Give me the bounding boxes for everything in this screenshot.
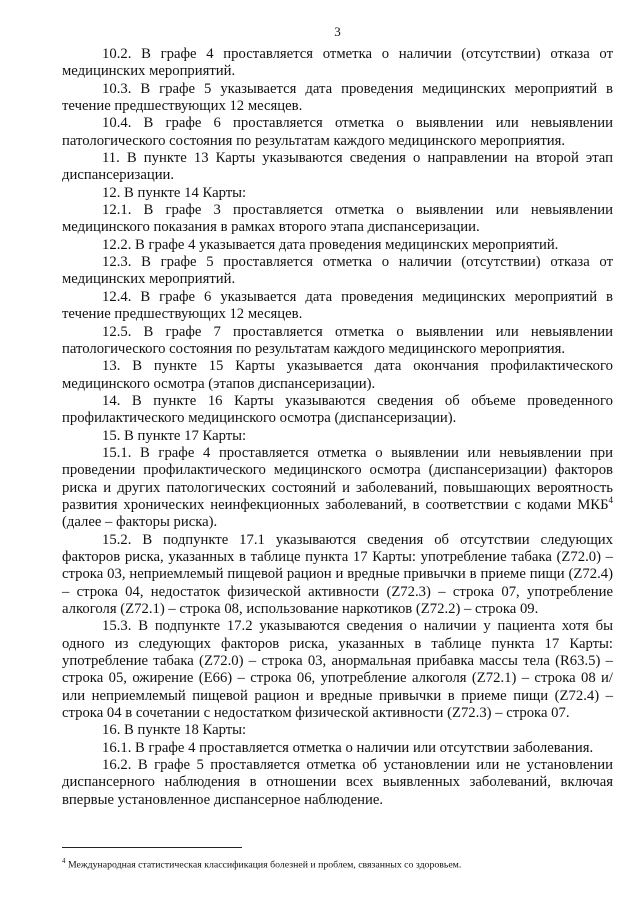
paragraph-14: 14. В пункте 16 Карты указываются сведения об объеме проведенного профилактического медицинского осмотра (диспансеризации). (62, 392, 613, 427)
paragraph-12-2: 12.2. В графе 4 указывается дата проведения медицинских мероприятий. (102, 236, 559, 253)
body-text (62, 46, 613, 809)
footnote-marker: 4 (62, 857, 66, 865)
footnote-text: Международная статистическая классификация болезней и проблем, связанных со здоровьем. (65, 859, 462, 871)
paragraph-16-2: 16.2. В графе 5 проставляется отметка об установлении или не установлении диспансерного наблюдения в отношении всех выявленных заболеваний, включая впервые установленное диспансерное наблюдение. (62, 757, 613, 808)
paragraph-15-1 (62, 445, 613, 532)
paragraph-12: 12. В пункте 14 Карты: (102, 184, 247, 201)
footnote (62, 855, 613, 871)
paragraph-15-1-tail: (далее – факторы риска). (62, 514, 218, 531)
paragraph-16: 16. В пункте 18 Карты: (102, 722, 247, 739)
paragraph-15-1-text: 15.1. В графе 4 проставляется отметка о выявлении или невыявлении при проведении профилактического медицинского осмотра (диспансеризации) факторов риска и других патологических состояний и заболеваний, повышающих вероятность развития хронических неинфекционных заболеваний, в соответствии с кодами МКБ (62, 444, 613, 513)
paragraph-16-1: 16.1. В графе 4 проставляется отметка о наличии или отсутствии заболевания. (102, 739, 594, 756)
paragraph-10-2: 10.2. В графе 4 проставляется отметка о наличии (отсутствии) отказа от медицинских мероприятий. (62, 46, 613, 80)
paragraph-15-2: 15.2. В подпункте 17.1 указываются сведения об отсутствии следующих факторов риска, указанных в таблице пункта 17 Карты: употребление табака (Z72.0) – строка 03, неприемлемый пищевой рацион и вредные привычки в приеме пищи (Z72.4) – строка 04, недостаток физической активности (Z72.3) – строка 07, употребление алкоголя (Z72.1) – строка 08, использование наркотиков (Z72.2) – строка 09. (62, 531, 613, 617)
footnote-divider (62, 847, 242, 848)
paragraph-15: 15. В пункте 17 Карты: (102, 427, 247, 444)
paragraph-10-4: 10.4. В графе 6 проставляется отметка о выявлении или невыявлении патологического состояния по результатам каждого медицинского мероприятия. (62, 115, 613, 149)
paragraph-11: 11. В пункте 13 Карты указываются сведения о направлении на второй этап диспансеризации. (62, 150, 613, 184)
paragraph-10-3: 10.3. В графе 5 указывается дата проведения медицинских мероприятий в течение предшествующих 12 месяцев. (62, 80, 613, 115)
paragraph-15-3: 15.3. В подпункте 17.2 указываются сведения о наличии у пациента хотя бы одного из следующих факторов риска, указанных в таблице пункта 17 Карты: употребление табака (Z72.0) – строка 03, анормальная прибавка массы тела (R63.5) – строка 05, ожирение (Е66) – строка 06, употребление алкоголя (Z72.1) – строка 08 и/или неприемлемый пищевой рацион и вредные привычки в приеме пищи (Z72.4) – строка 04 в сочетании с недостатком физической активности (Z72.3) – строка 07. (62, 618, 614, 722)
paragraph-12-1: 12.1. В графе 3 проставляется отметка о выявлении или невыявлении медицинского показания в рамках второго этапа диспансеризации. (62, 202, 613, 236)
footnote-reference: 4 (608, 495, 613, 506)
paragraph-13: 13. В пункте 15 Карты указывается дата окончания профилактического медицинского осмотра (этапов диспансеризации). (62, 358, 613, 392)
paragraph-12-4: 12.4. В графе 6 указывается дата проведения медицинских мероприятий в течение предшествующих 12 месяцев. (62, 288, 613, 323)
paragraph-12-5: 12.5. В графе 7 проставляется отметка о выявлении или невыявлении патологического состояния по результатам каждого медицинского мероприятия. (62, 323, 613, 357)
paragraph-12-3: 12.3. В графе 5 проставляется отметка о наличии (отсутствии) отказа от медицинских мероприятий. (62, 254, 613, 288)
page-number: 3 (334, 24, 341, 39)
